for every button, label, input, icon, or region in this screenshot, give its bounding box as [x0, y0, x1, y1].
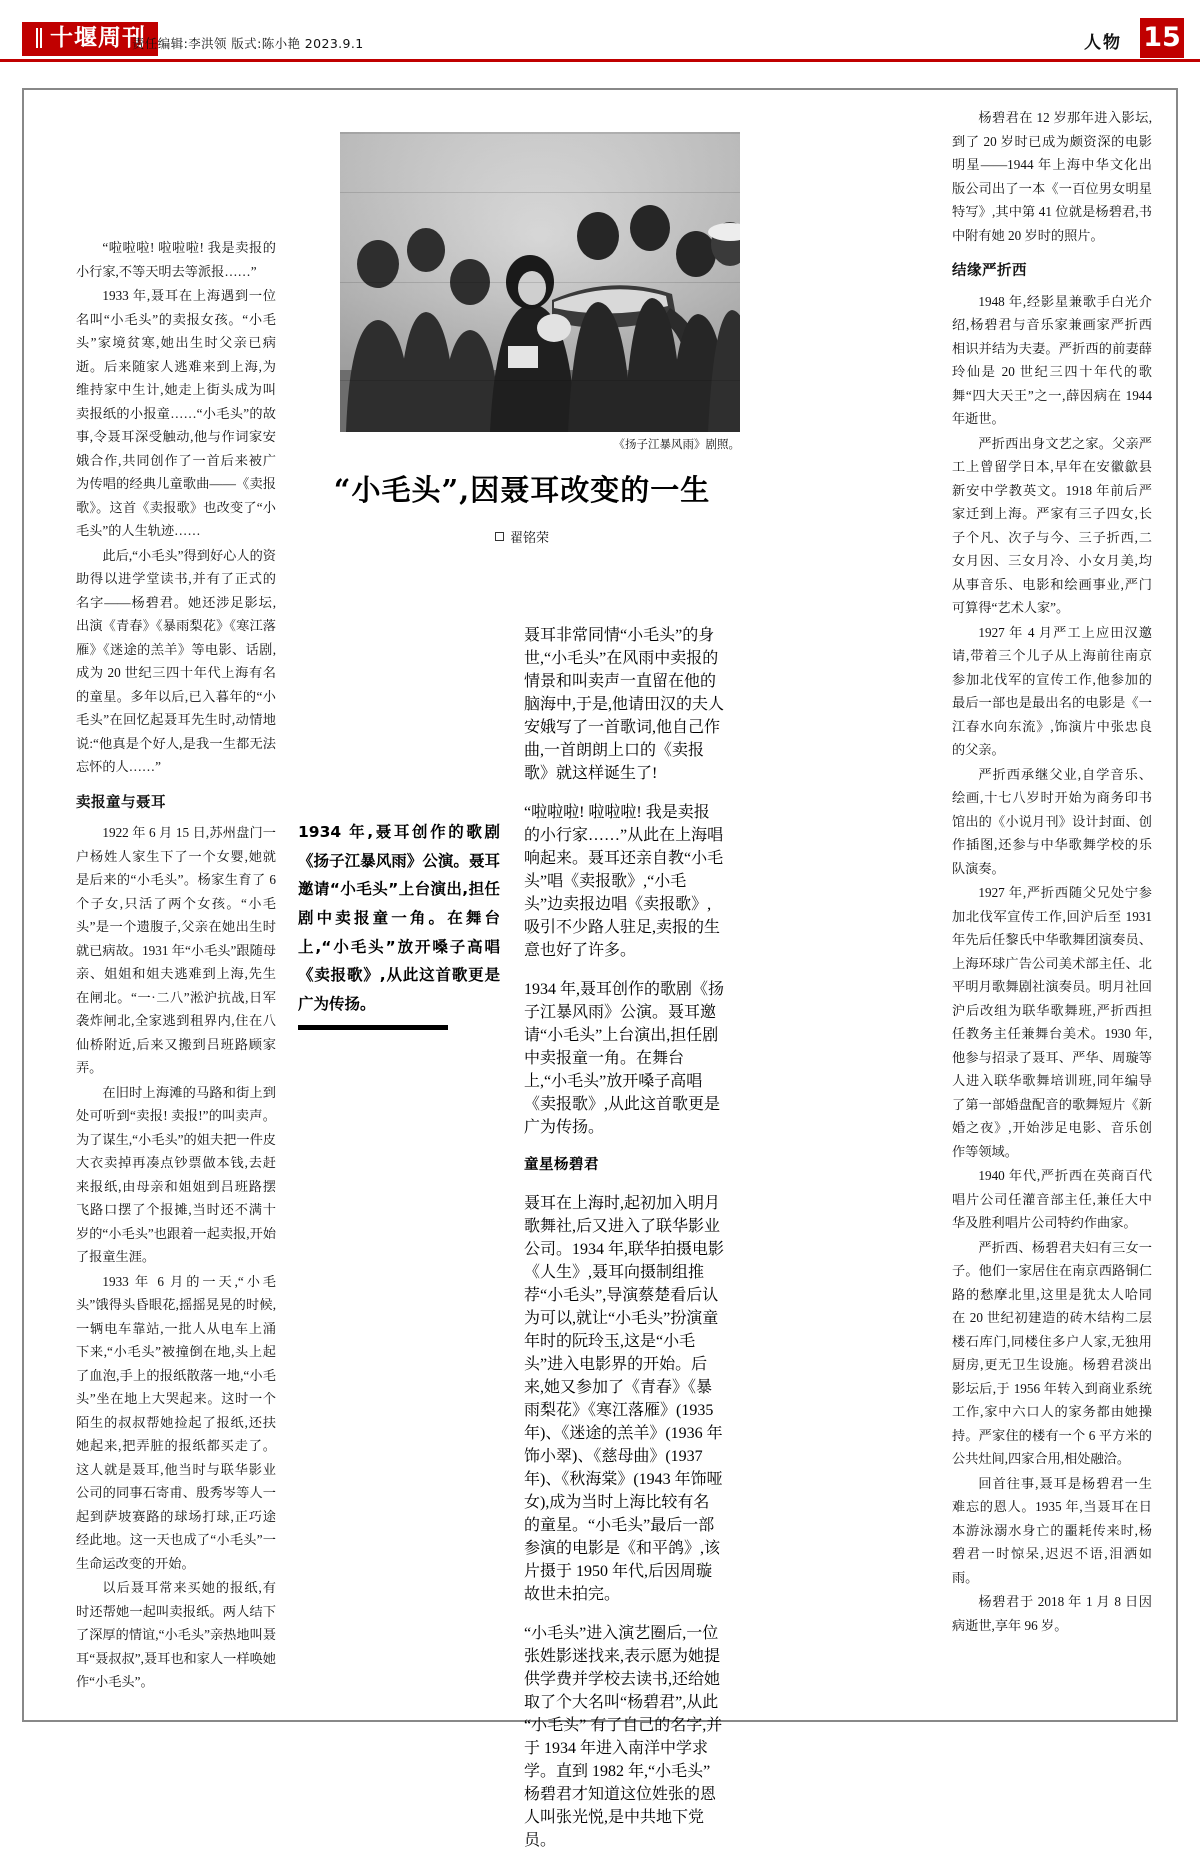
paragraph: 聂耳在上海时,起初加入明月歌舞社,后又进入了联华影业公司。1934 年,联华拍摄电影《人生》,聂耳向摄制组推荐“小毛头”,导演蔡楚看后认为可以,就让“小毛头”扮演童年时的阮玲玉,这是“小毛头”进入电影界的开始。后来,她又参加了《青春》《暴雨梨花》《寒江落雁》(1935 年)、《迷途的羔羊》(1936 年饰小翠)、《慈母曲》(1937 年)、《秋海棠》(1943 年饰哑女),成为当时上海比较有名的童星。“小毛头”最后一部参演的电影是《和平鸽》,该片摄于 1950 年代,后因周璇故世未拍完。: [524, 1195, 725, 1603]
paragraph: 1933 年 6 月的一天,“小毛头”饿得头昏眼花,摇摇晃晃的时候,一辆电车靠站,一批人从电车上涌下来,“小毛头”被撞倒在地,头上起了血泡,手上的报纸散落一地,“小毛头”坐在地上大哭起来。这时一个陌生的叔叔帮她捡起了报纸,还扶她起来,把弄脏的报纸都买走了。这人就是聂耳,他当时与联华影业公司的同事石寄甫、殷秀岑等人一起到萨坡赛路的球场打球,正巧途经此地。这一天也成了“小毛头”一生命运改变的开始。: [76, 1273, 276, 1571]
paragraph: 杨碧君于 2018 年 1 月 8 日因病逝世,享年 96 岁。: [952, 1594, 1152, 1633]
column-1: [76, 106, 276, 1695]
pull-quote-rule: [298, 1025, 448, 1030]
article-byline: [292, 527, 752, 546]
paragraph: 1927 年,严折西随父兄处宁参加北伐军宣传工作,回沪后至 1931 年先后任黎氏中华歌舞团演奏员、上海环球广告公司美术部主任、北平明月歌舞剧社演奏员。明月社回沪后改组为联华歌舞班,严折西担任教务主任兼舞台美术。1930 年,他参与招录了聂耳、严华、周璇等人进入联华歌舞培训班,同年编导了第一部婚盘配音的歌舞短片《新婚之夜》,开始涉足电影、音乐创作等领域。: [952, 885, 1152, 1159]
stage-photo: [340, 132, 740, 432]
article-headline: “小毛头”,因聂耳改变的一生: [333, 473, 711, 507]
publication-name: 十堰周刊: [50, 25, 146, 51]
section-title: 人物: [1084, 33, 1122, 53]
column-5: [952, 106, 1152, 1638]
paragraph: 聂耳非常同情“小毛头”的身世,“小毛头”在风雨中卖报的情景和叫卖声一直留在他的脑海中,于是,他请田汉的夫人安娥写了一首歌词,他自己作曲,一首朗朗上口的《卖报歌》就这样诞生了!: [524, 627, 725, 782]
paragraph: 回首往事,聂耳是杨碧君一生难忘的恩人。1935 年,当聂耳在日本游泳溺水身亡的噩耗传来时,杨碧君一时惊呆,迟迟不语,泪洒如雨。: [952, 1475, 1152, 1585]
byline-author: 翟铭荣: [509, 531, 549, 546]
paragraph: 严折西、杨碧君夫妇有三女一子。他们一家居住在南京西路铜仁路的愁摩北里,这里是犹太人哈同在 20 世纪初建造的砖木结构二层楼石库门,同楼住多户人家,无独用厨房,更无卫生设施。杨碧君淡出影坛后,于 1956 年转入到商业系统工作,家中六口人的家务都由她操持。严家住的楼有一个 6 平方米的公共灶间,四家合用,相处融洽。: [952, 1239, 1152, 1467]
paragraph: 严折西承继父业,自学音乐、绘画,十七八岁时开始为商务印书馆出的《小说月刊》设计封面、创作插图,还参与中华歌舞学校的乐队演奏。: [952, 766, 1152, 876]
editor-credits: 责任编辑:李洪领 版式:陈小艳 2023.9.1: [132, 36, 364, 51]
paragraph: 1933 年,聂耳在上海遇到一位名叫“小毛头”的卖报女孩。“小毛头”家境贫寒,她出生时父亲已病逝。后来随家人逃难来到上海,为维持家中生计,她走上街头成为叫卖报纸的小报童……“小毛头”的故事,令聂耳深受触动,他与作词家安娥合作,共同创作了一首后来被广为传唱的经典儿童歌曲——《卖报歌》。这首《卖报歌》也改变了“小毛头”的人生轨迹……: [76, 288, 276, 538]
paragraph: 1934 年,聂耳创作的歌剧《扬子江暴风雨》公演。聂耳邀请“小毛头”上台演出,担任剧中卖报童一角。在舞台上,“小毛头”放开嗓子高唱《卖报歌》,从此这首歌更是广为传扬。: [524, 981, 725, 1136]
paragraph: “啦啦啦! 啦啦啦! 我是卖报的小行家……”从此在上海唱响起来。聂耳还亲自教“小毛头”唱《卖报歌》,“小毛头”边卖报边唱《卖报歌》,吸引不少路人驻足,卖报的生意也好了许多。: [524, 804, 724, 959]
paragraph: 1922 年 6 月 15 日,苏州盘门一户杨姓人家生下了一个女婴,她就是后来的“小毛头”。杨家生育了 6 个子女,只活了两个女孩。“小毛头”是一个遗腹子,父亲在她出生时就已病故。1931 年“小毛头”跟随母亲、姐姐和姐夫逃难到上海,先生在闸北。“一·二八”淞沪抗战,日军袭炸闸北,全家逃到租界内,住在八仙桥附近,后来又搬到吕班路顾家弄。: [76, 825, 276, 1076]
masthead: [0, 0, 1200, 62]
page-number: 15: [1140, 18, 1184, 58]
pull-quote: [298, 818, 500, 1030]
paragraph: 此后,“小毛头”得到好心人的资助得以进学堂读书,并有了正式的名字——杨碧君。她还涉足影坛,出演《青春》《暴雨梨花》《寒江落雁》《迷途的羔羊》等电影、话剧,成为 20 世纪三四十年代上海有名的童星。多年以后,已入暮年的“小毛头”在回忆起聂耳先生时,动情地说:“他真是个好人,是我一生都无法忘怀的人……”: [76, 547, 276, 774]
headline-block: [292, 468, 752, 546]
page-content: [40, 106, 1162, 1849]
paragraph: 在旧时上海滩的马路和街上到处可听到“卖报! 卖报!”的叫卖声。为了谋生,“小毛头”的姐夫把一件皮大衣卖掉再凑点钞票做本钱,去赶来报纸,由母亲和姐姐到吕班路摆飞路口摆了个报摊,当时还不满十岁的“小毛头”也跟着一起卖报,开始了报童生涯。: [76, 1084, 276, 1265]
photo-caption: 《扬子江暴风雨》剧照。: [613, 437, 740, 451]
article-photo-block: [340, 132, 740, 451]
logo-bars-icon: [36, 28, 44, 48]
paragraph: “啦啦啦! 啦啦啦! 我是卖报的小行家,不等天明去等派报……”: [76, 240, 276, 279]
paragraph: 严折西出身文艺之家。父亲严工上曾留学日本,早年在安徽歙县新安中学教英文。1918 年前后严家迁到上海。严家有三子四女,长子个凡、次子与今、三子折西,二女月因、三女月冷、小女月美,均从事音乐、电影和绘画事业,严门可算得“艺术人家”。: [952, 435, 1152, 616]
page-frame: [22, 88, 1178, 1849]
paragraph: 1948 年,经影星兼歌手白光介绍,杨碧君与音乐家兼画家严折西相识并结为夫妻。严折西的前妻薛玲仙是 20 世纪三四十年代的歌舞“四大天王”之一,薛因病在 1944 年逝世。: [952, 293, 1152, 427]
pull-quote-text: 1934 年,聂耳创作的歌剧《扬子江暴风雨》公演。聂耳邀请“小毛头”上台演出,担任剧中卖报童一角。在舞台上,“小毛头”放开嗓子高唱《卖报歌》,从此这首歌更是广为传扬。: [298, 823, 500, 1014]
byline-square-icon: [495, 532, 504, 541]
column-3: [524, 606, 724, 1866]
paragraph: “小毛头”进入演艺圈后,一位张姓影迷找来,表示愿为她提供学费并学校去读书,还给她取了个大名叫“杨碧君”,从此 “小毛头” 有了自己的名字,并于 1934 年进入南洋中学求学。直到 1982 年,“小毛头” 杨碧君才知道这位姓张的恩人叫张光悦,是中共地下党员。: [524, 1625, 723, 1849]
paragraph: 1927 年 4 月严工上应田汉邀请,带着三个儿子从上海前往南京参加北伐军的宣传工作,他参加的最后一部也是最出名的电影是《一江春水向东流》,饰演片中张忠良的父亲。: [952, 624, 1152, 758]
paragraph: 1940 年代,严折西在英商百代唱片公司任灌音部主任,兼任大中华及胜利唱片公司特约作曲家。: [952, 1168, 1152, 1231]
subheading-yan-zhexi: 结缘严折西: [952, 263, 1027, 279]
subheading-child-star: 童星杨碧君: [524, 1157, 599, 1173]
subheading-sellers-and-nie: 卖报童与聂耳: [76, 794, 166, 811]
paragraph: 杨碧君在 12 岁那年进入影坛,到了 20 岁时已成为颇资深的电影明星——1944 年上海中华文化出版公司出了一本《一百位男女明星特写》,其中第 41 位就是杨碧君,书中附有她 20 岁时的照片。: [952, 110, 1152, 243]
paragraph: 以后聂耳常来买她的报纸,有时还帮她一起叫卖报纸。两人结下了深厚的情谊,“小毛头”亲热地叫聂耳“聂叔叔”,聂耳也和家人一样唤她作“小毛头”。: [76, 1580, 276, 1690]
